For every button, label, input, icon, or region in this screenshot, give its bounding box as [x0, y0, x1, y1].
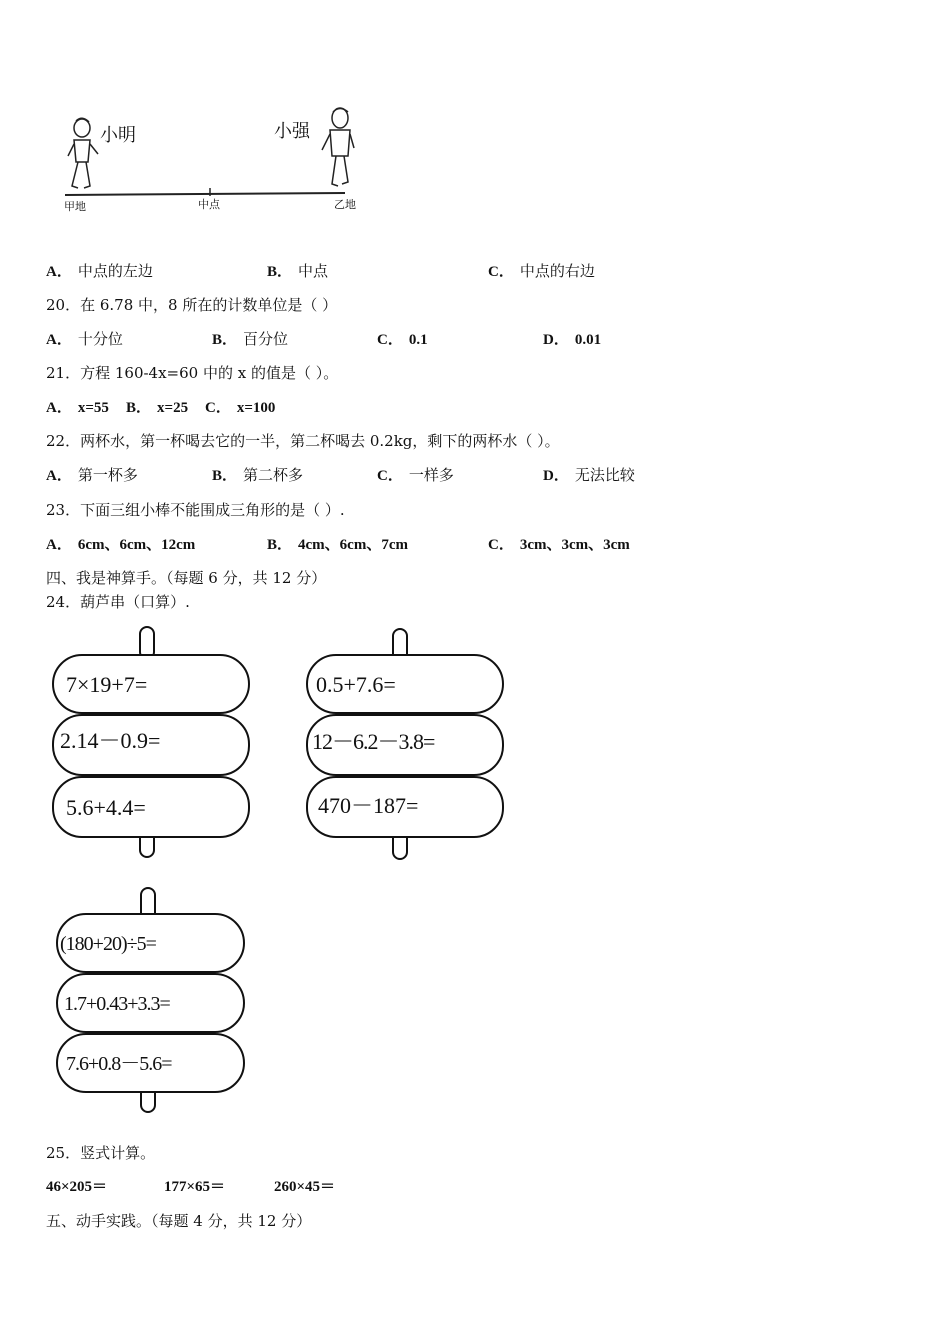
- label-point-b: 乙地: [334, 198, 356, 211]
- gourd-1-expr-1: 7×19+7=: [66, 672, 148, 697]
- q25-item-2: 177×65＝: [164, 1179, 226, 1195]
- q22-stem: 22．两杯水，第一杯喝去它的一半，第二杯喝去 0.2kg，剩下的两杯水（ ）。: [46, 432, 560, 450]
- q20-option-c: C． 0.1: [377, 332, 428, 348]
- gourd-2-expr-1: 0.5+7.6=: [316, 672, 396, 697]
- q25-item-1: 46×205＝: [46, 1179, 108, 1195]
- q20-stem: 20．在 6.78 中，8 所在的计数单位是（ ）: [46, 296, 338, 314]
- q23-option-c: C． 3cm、3cm、3cm: [488, 537, 630, 553]
- section-4-heading: 四、我是神算手。（每题 6 分，共 12 分）: [46, 569, 327, 587]
- q22-option-c: C． 一样多: [377, 466, 454, 484]
- label-xiaoqiang: 小强: [274, 121, 310, 142]
- q22-option-d: D． 无法比较: [543, 466, 635, 484]
- q19-option-a: A． 中点的左边: [46, 262, 153, 280]
- q19-option-b: B． 中点: [267, 262, 329, 280]
- q21-option-a: A． x=55: [46, 400, 109, 416]
- q25-stem: 25．竖式计算。: [46, 1144, 156, 1162]
- q20-option-b: B． 百分位: [212, 330, 289, 348]
- q23-option-a: A． 6cm、6cm、12cm: [46, 537, 196, 553]
- label-point-a: 甲地: [64, 200, 86, 213]
- walking-figure: [60, 100, 380, 220]
- gourd-3-expr-2: 1.7+0.43+3.3=: [64, 993, 170, 1015]
- xiaoming-figure: [68, 118, 98, 188]
- q21-option-b: B． x=25: [126, 400, 189, 416]
- q21-option-c: C． x=100: [205, 400, 276, 416]
- gourd-1: [50, 625, 255, 860]
- gourd-1-expr-2: 2.14－0.9=: [60, 728, 161, 753]
- q19-option-c: C． 中点的右边: [488, 262, 595, 280]
- q23-option-b: B． 4cm、6cm、7cm: [267, 537, 408, 553]
- gourd-3-expr-3: 7.6+0.8－5.6=: [66, 1053, 172, 1075]
- gourd-2: [304, 627, 509, 862]
- q24-stem: 24．葫芦串（口算）.: [46, 593, 190, 611]
- section-5-heading: 五、动手实践。（每题 4 分，共 12 分）: [46, 1212, 312, 1230]
- label-xiaoming: 小明: [100, 125, 136, 146]
- gourd-3-expr-1: (180+20)÷5=: [60, 933, 156, 955]
- q25-item-3: 260×45＝: [274, 1179, 336, 1195]
- gourd-3: [54, 886, 254, 1116]
- ground-line: [65, 193, 345, 195]
- gourd-2-expr-2: 12－6.2－3.8=: [312, 729, 435, 754]
- q20-option-d: D． 0.01: [543, 332, 602, 348]
- xiaoqiang-figure: [322, 108, 354, 186]
- label-midpoint: 中点: [198, 198, 220, 211]
- gourd-1-expr-3: 5.6+4.4=: [66, 795, 146, 820]
- walking-diagram: [60, 100, 380, 220]
- q22-option-b: B． 第二杯多: [212, 466, 304, 484]
- q22-option-a: A． 第一杯多: [46, 466, 138, 484]
- q21-stem: 21．方程 160-4x=60 中的 x 的值是（ ）。: [46, 364, 339, 382]
- q23-stem: 23．下面三组小棒不能围成三角形的是（ ）.: [46, 501, 345, 519]
- q20-option-a: A． 十分位: [46, 330, 123, 348]
- gourd-2-expr-3: 470－187=: [318, 793, 419, 818]
